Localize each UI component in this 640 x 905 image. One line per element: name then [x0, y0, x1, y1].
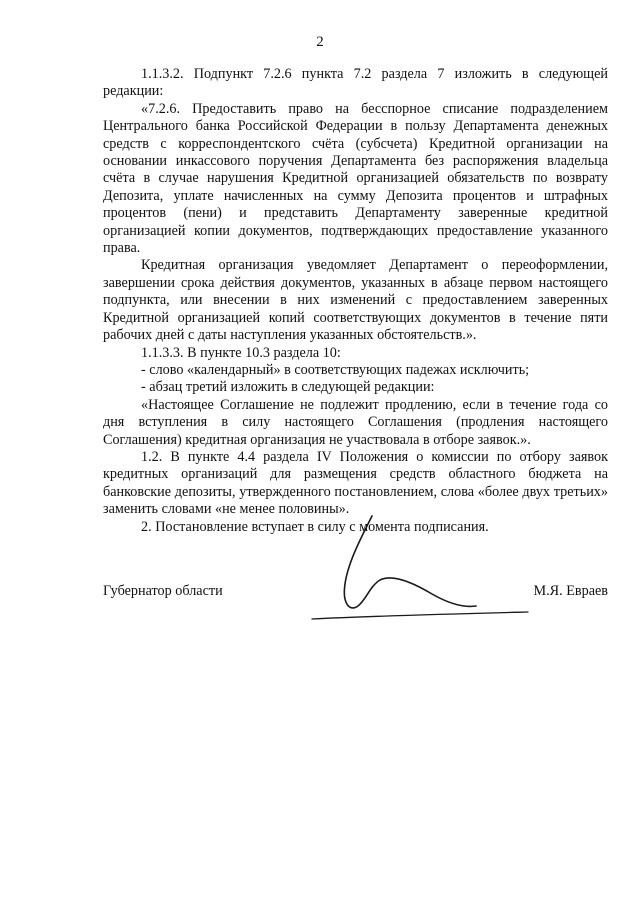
signatory-title: Губернатор области: [103, 583, 223, 599]
page-number: 2: [316, 34, 324, 50]
paragraph-1-1-3-3: 1.1.3.3. В пункте 10.3 раздела 10:: [141, 344, 341, 361]
paragraph-agreement-extension: «Настоящее Соглашение не подлежит продлению, если в течение года со дня вступления в силу настоящего Соглашения (продления настоящего Соглашения) кредитная организация не участвовала в отборе заявок.».: [103, 396, 608, 448]
list-item-calendar-word: - слово «календарный» в соответствующих падежах исключить;: [141, 361, 530, 378]
paragraph-7-2-6: «7.2.6. Предоставить право на бесспорное списание подразделением Центрального банка Российской Федерации в пользу Департамента денежных средств с корреспондентского счёта (субсчета) Кредитной организации на основании инкассового поручения Департамента без распоряжения владельца счёта в случае нарушения Кредитной организацией обязательств по возврату Депозита, уплате начисленных на сумму Депозита процентов и штрафных процентов (пени) и представить Департаменту заверенные кредитной организацией копии документов, подтверждающих предоставление указанного права.: [103, 100, 608, 257]
signatory-name: М.Я. Евраев: [533, 583, 608, 599]
document-body: [103, 66, 608, 536]
list-item-third-paragraph: - абзац третий изложить в следующей редакции:: [141, 379, 435, 396]
paragraph-notification: Кредитная организация уведомляет Департамент о переоформлении, завершении срока действия документов, указанных в абзаце первом настоящего подпункта, или внесении в них изменений с предоставлением заверенных Кредитной организацией копий соответствующих документов в течение пяти рабочих дней с даты наступления указанных обстоятельств.».: [103, 257, 608, 344]
paragraph-effective-date: 2. Постановление вступает в силу с момента подписания.: [141, 518, 489, 535]
paragraph-1-2: 1.2. В пункте 4.4 раздела IV Положения о комиссии по отбору заявок кредитных организаций для размещения средств областного бюджета на банковские депозиты, утвержденного постановлением, слова «более двух третьих» заменить словами «не менее половины».: [103, 448, 608, 518]
handwritten-signature: [300, 512, 540, 632]
paragraph-1-1-3-2: 1.1.3.2. Подпункт 7.2.6 пункта 7.2 раздела 7 изложить в следующей редакции:: [103, 66, 608, 100]
